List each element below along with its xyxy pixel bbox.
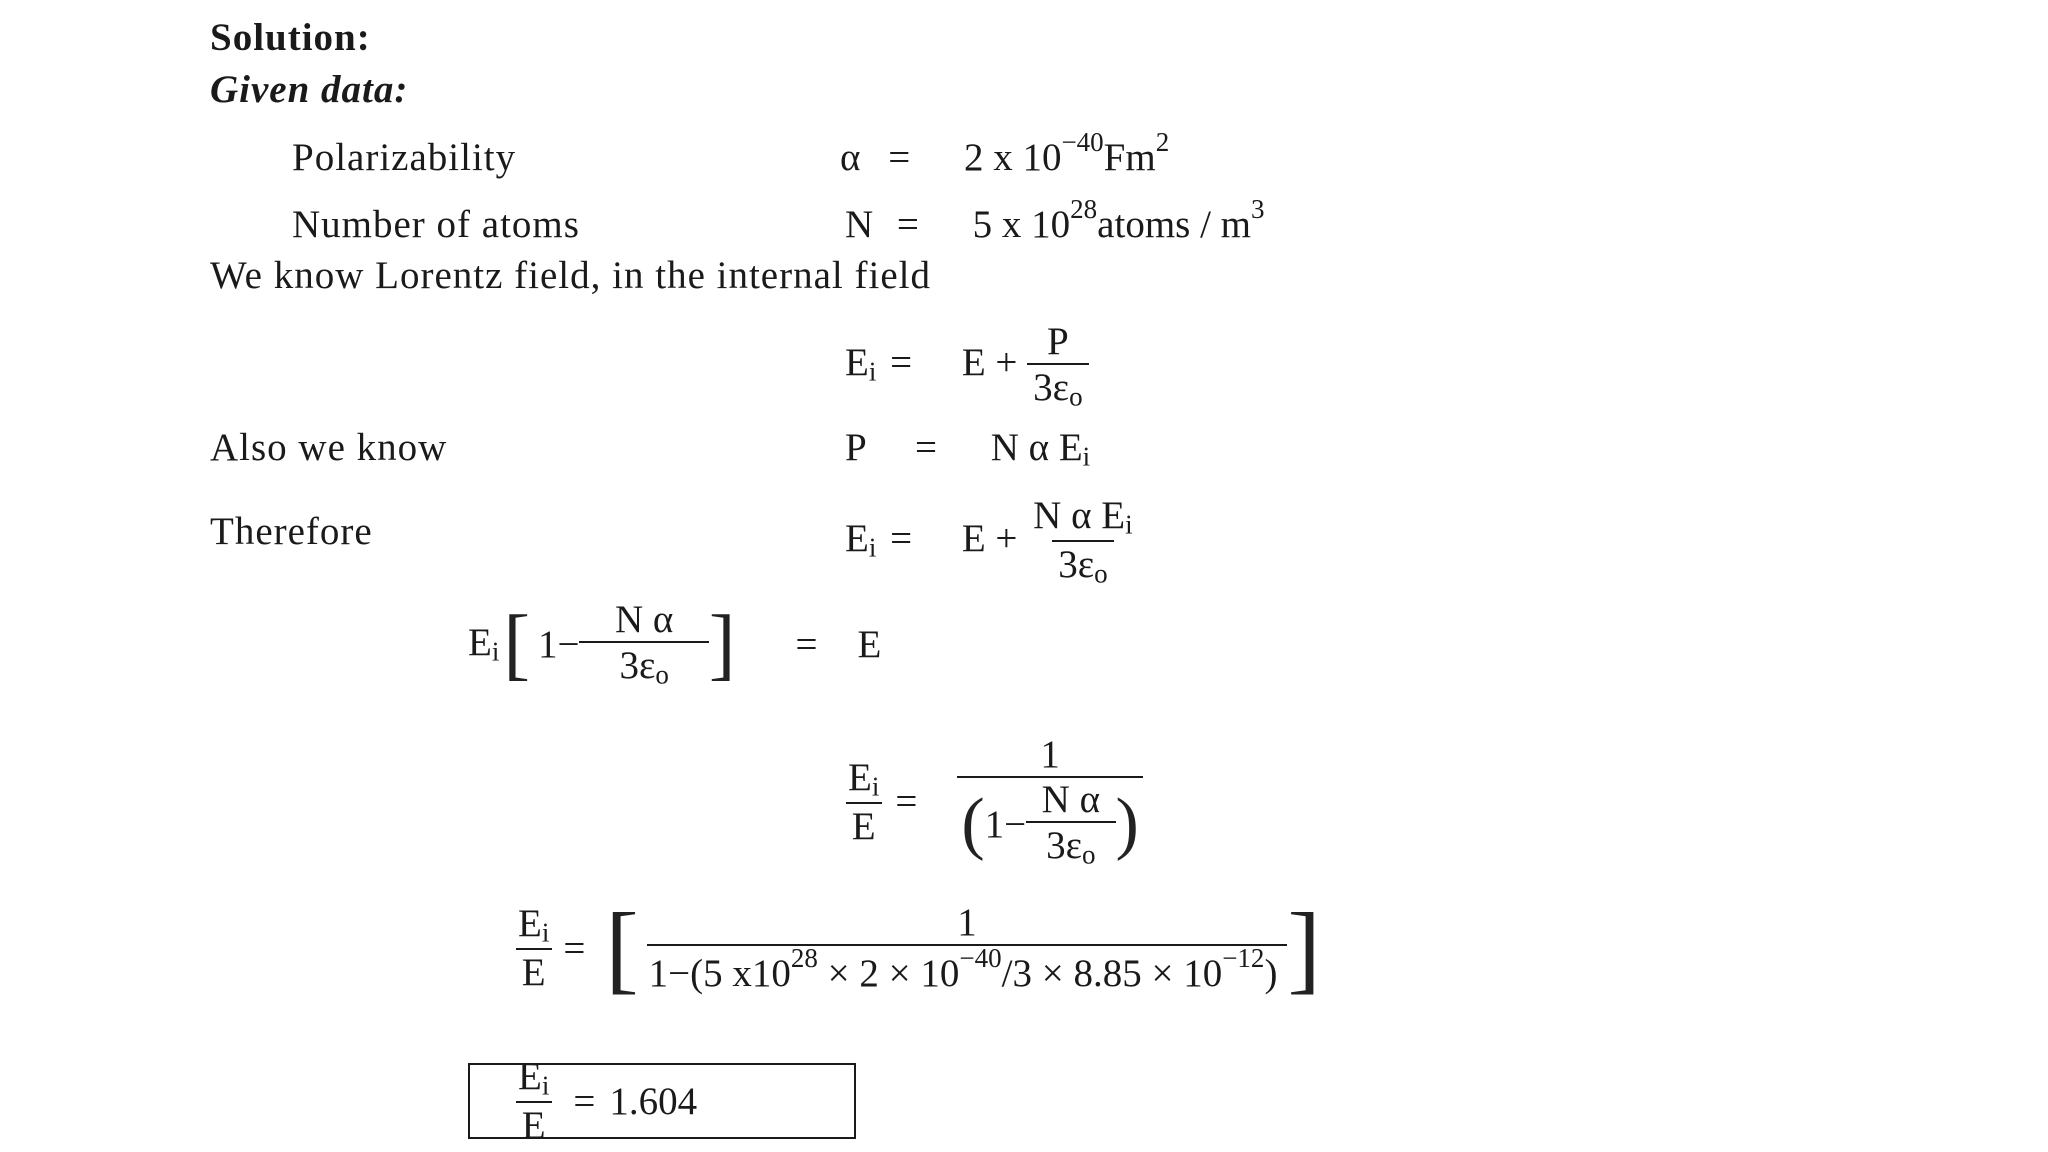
equals-sign: = <box>915 426 937 469</box>
result-value: 1.604 <box>609 1079 698 1123</box>
left-bracket: [ <box>503 600 530 689</box>
numerator: $E_i$ <box>848 755 880 801</box>
equals-sign: = <box>890 341 913 385</box>
denominator-part: ) <box>1264 952 1278 995</box>
symbol-n: N <box>845 203 874 246</box>
rhs-fraction <box>957 735 1143 868</box>
value-unit: atoms / m <box>1097 203 1252 246</box>
fraction <box>1027 496 1138 588</box>
equation-ratio <box>842 735 1143 868</box>
denominator: E <box>516 1101 552 1145</box>
lhs-fraction <box>512 901 555 995</box>
one-minus: 1− <box>984 802 1027 846</box>
therefore-label: Therefore <box>210 510 373 553</box>
solution-heading: Solution: <box>210 16 371 59</box>
right-paren: ) <box>1115 785 1139 863</box>
number-of-atoms-value <box>972 194 1265 246</box>
equals-sign: = <box>895 780 918 824</box>
equation-rearranged <box>468 600 881 688</box>
equation-therefore <box>845 496 1139 588</box>
lhs: $E_i$ <box>845 341 877 387</box>
value-unit: Fm <box>1103 136 1156 179</box>
equals-sign: = <box>795 622 818 666</box>
rhs: E <box>857 622 882 666</box>
denominator: E <box>846 802 882 846</box>
rhs-term: E + <box>961 516 1018 560</box>
intro-line: We know Lorentz field, in the internal field <box>210 254 931 297</box>
numerator: P <box>1047 320 1069 363</box>
denominator-part: /3 × 8.85 × 10 <box>1001 952 1223 995</box>
equals-sign: = <box>563 926 586 970</box>
given-data-heading: Given data: <box>210 68 409 111</box>
lhs: $E_i$ <box>468 621 500 667</box>
result-box <box>468 1054 856 1148</box>
value-exponent: −40 <box>1061 127 1104 158</box>
numerator: $E_i$ <box>518 1054 550 1101</box>
denominator <box>647 944 1288 993</box>
equals-sign: = <box>573 1079 596 1123</box>
numerator: N α $E_i$ <box>1033 494 1133 540</box>
lhs-fraction <box>512 1054 555 1148</box>
numerator: 1 <box>957 901 977 944</box>
lhs: P <box>845 426 866 469</box>
inner-fraction <box>1026 780 1115 868</box>
denominator: $3\varepsilon_o$ <box>1027 363 1088 410</box>
symbol-alpha: α <box>840 136 861 179</box>
equals-sign: = <box>890 516 913 560</box>
given-label-polarizability: Polarizability <box>292 136 517 179</box>
equation-substitution <box>512 892 1321 1003</box>
denominator <box>957 776 1143 868</box>
equals-sign: = <box>888 136 911 179</box>
rhs-term: E + <box>961 341 1018 385</box>
value-coefficient: 5 x 10 <box>972 203 1071 246</box>
denominator: $3\varepsilon_o$ <box>1052 540 1113 587</box>
unit-exponent: 2 <box>1155 127 1170 158</box>
numerator: N α <box>1041 778 1101 821</box>
fraction <box>1027 322 1088 410</box>
equals-sign: = <box>896 203 919 246</box>
denominator: E <box>516 948 552 992</box>
exponent: −40 <box>959 943 1002 974</box>
equation-polarization <box>845 428 1090 470</box>
given-row-polarizability <box>840 127 1170 179</box>
lhs: $E_i$ <box>845 516 877 563</box>
denominator-part: 1−(5 x10 <box>648 952 791 995</box>
denominator-part: × 2 × 10 <box>817 952 960 995</box>
fraction <box>579 600 708 688</box>
rhs: N α $E_i$ <box>990 426 1091 472</box>
given-row-number-of-atoms <box>845 194 1265 246</box>
rhs-fraction <box>647 903 1288 993</box>
given-label-number-of-atoms: Number of atoms <box>292 203 580 246</box>
left-bracket: [ <box>605 892 639 1003</box>
denominator: $3\varepsilon_o$ <box>579 641 708 688</box>
right-bracket: ] <box>1287 892 1321 1003</box>
lhs-fraction <box>842 755 885 848</box>
equation-lorentz-field <box>845 322 1089 410</box>
exponent: −12 <box>1222 943 1265 974</box>
value-exponent: 28 <box>1070 194 1098 225</box>
value-coefficient: 2 x 10 <box>963 136 1062 179</box>
exponent: 28 <box>790 943 818 974</box>
numerator: N α <box>615 598 674 641</box>
polarizability-value <box>963 127 1170 179</box>
one-minus: 1− <box>537 622 580 666</box>
numerator: $E_i$ <box>518 901 550 948</box>
left-paren: ( <box>961 785 985 863</box>
denominator: $3\varepsilon_o$ <box>1026 821 1115 868</box>
right-bracket: ] <box>708 600 736 689</box>
also-we-know-label: Also we know <box>210 426 448 469</box>
numerator: 1 <box>1040 733 1060 776</box>
unit-exponent: 3 <box>1251 194 1265 225</box>
